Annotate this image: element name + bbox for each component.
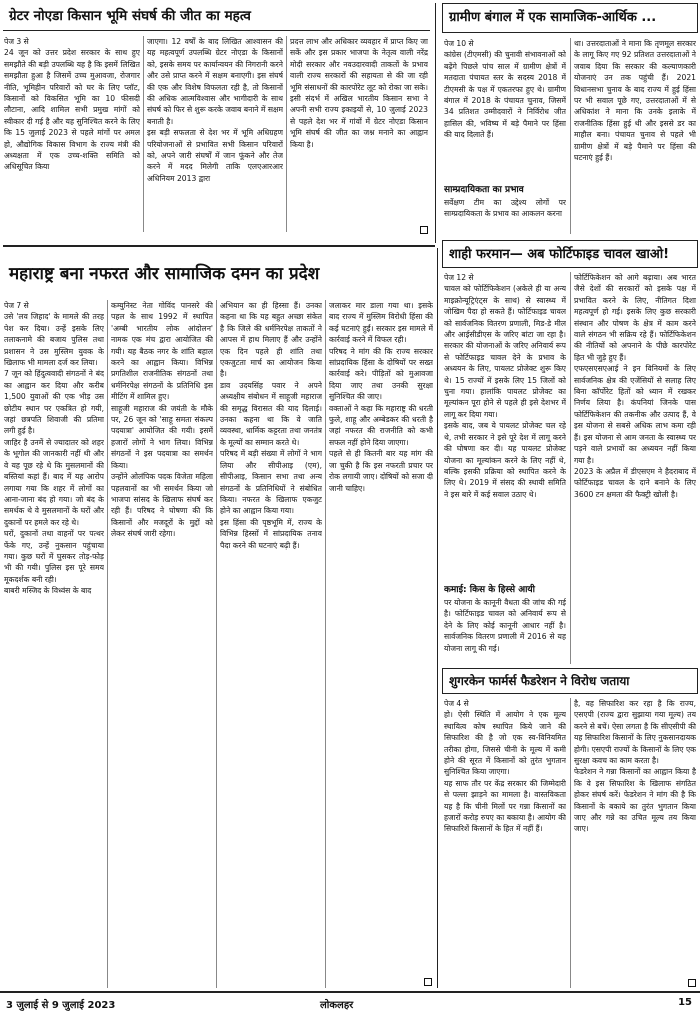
footer-date: 3 जुलाई से 9 जुलाई 2023 (6, 1000, 116, 1011)
headline-maharashtra (3, 258, 435, 292)
column-divider (325, 300, 326, 988)
maharashtra-col-3: अभियान का ही हिस्सा हैं। उनका कहना था कि यह बहुत अच्छा संकेत है कि जिले की धर्मनिरपेक्ष ताकतों ने आपस में हाथ मिलाए हैं और उन्होंने एक दिन पहले ही शांति तथा एकजुटता मार्च का आयोजन किया है। डाव उदयसिंह पवार ने अपने अध्यक्षीय संबोधन में साहूजी महाराज की समृद्ध विरासत की याद दिलाई। उनका कहना था कि वे जाति व्यवस्था, धार्मिक कट्टरता तथा जनतंत्र के मूल्यों का सम्मान करते थे। परिषद में बड़ी संख्या में लोगों ने भाग लिया और सीपीआइ (एम), सीपीआइ, किसान सभा तथा अन्य संगठनों के प्रतिनिधियों ने संबोधित किया। नफरत के खिलाफ एकजुट होने का आह्वान किया गया। इस हिंसा की पृष्ठभूमि में, राज्य के विभिन्न हिस्सों में सांप्रदायिक तनाव पैदा करने की घटनाएं बढ़ी हैं। (220, 301, 322, 550)
footer-page-number: 15 (678, 997, 692, 1008)
footer-publication: लोकलहर (320, 1000, 354, 1011)
maharashtra-col-1: पेज 7 से उसे 'लव जिहाद' के मामले की तरह पेश कर दिया। उन्हें इसके लिए तलाकनामे की बजाय पुलिस तथा प्रशासन ने उस मुस्लिम युवक के खिलाफ भी मामला दर्ज कर लिया। 7 जून को हिंदुत्ववादी संगठनों ने बंद का आह्वान कर दिया और करीब 1,500 युवाओं की एक भीड़ उस छोटीय स्थान पर एकत्रित हो गयी, जहां छत्रपति शिवाजी की प्रतिमा लगी हुई है। जाहिर है उनमें से ज्यादातर को शहर के भूगोल की जानकारी नहीं थी और वे यह पूछ रहे थे कि मुसलमानों की बस्तियां कहां हैं। बाद में यह आरोप लगाया गया कि शहर में लोगों का आना-जाना बंद हो गया। जो बंद के समर्थक थे वे मुसलमानों के घरों और दुकानों पर हमले कर रहे थे। घरों, दुकानों तथा वाहनों पर पत्थर फेंके गए, उन्हें नुकसान पहुंचाया गया। कुछ घरों में घुसकर तोड़-फोड़ भी की गयी। पुलिस इस पूरे समय मूकदर्शक बनी रही। बाबरी मस्जिद के विध्वंस के बाद (4, 301, 104, 596)
headline-fortified-text: शाही फरमान— अब फोर्टिफाइड चावल खाओ! (449, 247, 670, 262)
headline-sugarcane-text: शुगरकेन फार्मर्स फैडरेशन ने विरोध जताया (449, 674, 630, 688)
bengal-col-1 (444, 38, 566, 234)
noida-col-1: पेज 3 से 24 जून को उत्तर प्रदेश सरकार के साथ हुए समझौते की बड़ी उपलब्धि यह है कि इसमें लिखित समझौता हुआ है जिसमें उच्च मुआवजा, रोजगार नीति, भूमिहीन परिवारों को घर के लिए प्लॉट, किसानों को विकसित भूमि का 10 फीसदी लौटाना, आदि शामिल सभी प्रमुख मांगों को स्वीकार दी गई है और यह सुनिश्चित करने के लिए कि 15 जुलाई 2023 से पहले मांगों पर अमल हो, औद्योगिक विकास विभाग के राज्य मंत्री की अध्यक्षता में एक उच्च-शक्ति समिति को अधिसूचित किया (4, 37, 140, 172)
page-divider (437, 248, 438, 988)
column-divider (107, 300, 108, 988)
fortified-subheading-text: पर योजना के कानूनी वैधता की जांच की गई है। फोर्टिफाइड चावल को अनिवार्य रूप से देने के लिए कोई कानूनी आधार नहीं है। सार्वजनिक वितरण प्रणाली में 2016 से यह योजना लागू की गई। (444, 598, 566, 653)
fortified-col-1-text: पेज 12 से चावल को फोर्टिफिकेशन (अकेले ही या अन्य माइक्रोन्यूट्रिएंट्स के साथ) से स्वास्थ्य में जोखिम पैदा हो सकते हैं। फोर्टिफाइड चावल को सार्वजनिक वितरण प्रणाली, मिड-डे मील और आईसीडीएस के जरिए बांटा जा रहा है। सरकार की योजनाओं के जरिए अनिवार्य रूप से फोर्टिफाइड चावल देने के प्रभाव के अध्ययन के लिए, पायलट प्रोजेक्ट शुरू किए थे। 15 राज्यों में इसके लिए 15 जिलों को चुना गया। हालांकि पायलट प्रोजेक्ट का मूल्यांकन पूरा होने से पहले ही इसे देशभर में लागू कर दिया गया। इसके बाद, जब ये पायलट प्रोजेक्ट चल रहे थे, तभी सरकार ने इसे पूरे देश में लागू करने की घोषणा कर दी। यह पायलट प्रोजेक्ट योजना का मूल्यांकन करने के लिए नहीं थे, बल्कि इसकी प्रक्रिया को स्थापित करने के लिए थे। 2019 में संसद की स्थायी समिति ने इस बारे में कई सवाल उठाए थे। (444, 273, 566, 499)
headline-sugarcane (442, 668, 698, 694)
column-divider (286, 36, 287, 232)
column-divider (570, 272, 571, 664)
sugarcane-col-1: पेज 4 से हो। ऐसी स्थिति में आयोग ने एक मूल्य स्थायित्व कोष स्थापित किये जाने की सिफारिश की है जो एक स्व-विनियमित तरीका होगा, जिससे चीनी के मूल्य में कमी होने की सूरत में किसानों को तुरंत भुगतान सुनिश्चित किया जाएगा। यह साफ तौर पर केंद्र सरकार की जिम्मेदारी से पल्ला झाड़ने का मामला है। वास्तविकता यह है कि चीनी मिलों पर गन्ना किसानों का हजारों करोड़ रुपए का बकाया है। आयोग की सिफारिशें किसानों के हित में नहीं हैं। (444, 699, 566, 834)
article-end-mark (688, 979, 696, 987)
section-rule (3, 245, 435, 247)
column-divider (216, 300, 217, 988)
column-divider (570, 698, 571, 988)
headline-bengal (442, 3, 698, 33)
headline-bengal-text: ग्रामीण बंगाल में एक सामाजिक-आर्थिक ... (449, 10, 657, 25)
noida-col-2: जाएगा। 12 वर्षों के बाद लिखित आश्वासन की यह महत्वपूर्ण उपलब्धि ग्रेटर नोएडा के किसानों को, इसके समय पर कार्यान्वयन की निगरानी करने और उसे प्राप्त करने में सक्षम बनाएगी। इस संघर्ष की एक और विशेष विफलता रही है, तो किसानों की अधिक आत्मविश्वास और भागीदारी के साथ संघर्ष को फिर से शुरू करके जवाब बनाने में सक्षम बनाती है। इस बड़ी सफलता से देश भर में भूमि अधिग्रहण परियोजनाओं से प्रभावित सभी किसान परिवारों को, अपने जारी संघर्षों में जान फूंकने और तेज करने में मदद मिलेगी ताकि एलएआरआर अधिनियम 2013 द्वारा (147, 37, 283, 183)
bengal-col-2: था। उत्तरदाताओं ने माना कि तृणमूल सरकार के लागू किए गए 92 प्रतिशत उत्तरदाताओं ने जवाब दिया कि सरकार की कल्याणकारी योजनाएं उन तक पहुंची हैं। 2021 विधानसभा चुनाव के बाद राज्य में हुई हिंसा पर भी सवाल पूछे गए, उत्तरदाताओं में से अधिकांश ने माना कि उनके इलाके में राजनीतिक हिंसा हुई थी और इससे डर का माहौल बना। पंचायत चुनाव से पहले भी ग्रामीण क्षेत्रों में बड़े पैमाने पर हिंसा की घटनाएं हुई हैं। (574, 39, 696, 163)
maharashtra-col-2: कम्युनिस्ट नेता गोविंद पानसरे की पहल के साथ 1992 में स्थापित 'अम्बी भारतीय लोक आंदोलन' नामक एक मंच द्वारा आयोजित की गयी। यह बैठक नगर के शांति बहाल करने का आह्वान किया। विभिन्न प्रगतिशील राजनीतिक संगठनों तथा धर्मनिरपेक्ष संगठनों के प्रतिनिधि इस मीटिंग में शामिल हुए। साहूजी महाराज की जयंती के मौके पर, 26 जून को 'साहू समता संकल्प पदयात्रा' आयोजित की गयी। इसमें हजारों लोगों ने भाग लिया। विभिन्न संगठनों ने इस पदयात्रा का समर्थन किया। उन्होंने ओलंपिक पदक विजेता महिला पहलवानों का भी समर्थन किया जो भाजपा सांसद के खिलाफ संघर्ष कर रही हैं। परिषद ने घोषणा की कि किसानों और मजदूरों के मुद्दों को लेकर संघर्ष जारी रहेगा। (111, 301, 213, 539)
headline-maharashtra-text: महाराष्ट्र बना नफरत और सामाजिक दमन का प्रदेश (9, 264, 320, 284)
fortified-subheading: कमाई: किस के हिस्से आयी (444, 585, 535, 595)
column-divider (143, 36, 144, 232)
fortified-col-1 (444, 272, 566, 664)
bengal-subheading: साम्प्रदायिकता का प्रभाव (444, 185, 524, 195)
fortified-col-2: फोर्टिफिकेशन को आगे बढ़ाया। अब भारत जैसे देशों की सरकारों को इसके पक्ष में प्रभावित करने के लिए, नीतिगत दिशा महत्वपूर्ण हो गई। इसके लिए कुछ सरकारी संस्थान और पोषण के क्षेत्र में काम करने वाले संगठन भी सक्रिय रहे हैं। फोर्टिफिकेशन की नीतियों को अपनाने के पीछे कारपोरेट हित भी जुड़े हुए हैं। एफएसएसएआई ने इन विनियमों के लिए सार्वजनिक क्षेत्र की एजेंसियों से सलाह लिए बिना कॉर्पोरेट हितों को ध्यान में रखकर निर्णय लिया है। कंपनियां जिनके पास फोर्टिफिकेशन की तकनीक और उत्पाद हैं, वे इस योजना से सबसे अधिक लाभ कमा रही हैं। इस योजना से आम जनता के स्वास्थ्य पर पड़ने वाले प्रभावों का अध्ययन नहीं किया गया है। 2023 के अप्रैल में डीएसएम ने हैदराबाद में फोर्टिफाइड चावल के दाने बनाने के लिए 3600 टन क्षमता की फैक्ट्री खोली है। (574, 273, 696, 499)
maharashtra-col-4: जलाकर मार डाला गया था। इसके बाद राज्य में मुस्लिम विरोधी हिंसा की कई घटनाएं हुईं। सरकार इस मामले में कार्रवाई करने में विफल रही। परिषद ने मांग की कि राज्य सरकार सांप्रदायिक हिंसा के दोषियों पर सख्त कार्रवाई करे। पीड़ितों को मुआवजा दिया जाए तथा उनकी सुरक्षा सुनिश्चित की जाए। वक्ताओं ने कहा कि महाराष्ट्र की धरती फुले, शाहू और अम्बेडकर की धरती है जहां नफरत की राजनीति को कभी सफल नहीं होने दिया जाएगा। पहले से ही कितनी बार यह मांग की जा चुकी है कि इस नफरती प्रचार पर रोक लगायी जाए। दोषियों को सजा दी जानी चाहिए। (329, 301, 433, 493)
column-divider (570, 38, 571, 234)
article-end-mark (420, 226, 428, 234)
page-footer (0, 991, 700, 1013)
bengal-col-1-text: पेज 10 से कांग्रेस (टीएमसी) की चुनावी संभावनाओं को बढ़ेंगे पिछले पांच साल में ग्रामीण क्षेत्रों में मतदाता पंचायत स्तर के सदस्य 2018 में टीएमसी के पक्ष में एकतरफा हुए थे। ग्रामीण बंगाल में 2018 के पंचायत चुनाव, जिसमें 34 प्रतिशत उम्मीदवारों ने निर्विरोध जीत हासिल की, भविष्य में बड़े पैमाने पर हिंसा की याद दिलाते हैं। (444, 39, 566, 140)
headline-noida (3, 3, 430, 31)
sugarcane-col-2: है, वह सिफारिश कर रहा है कि राज्य, एसएपी (राज्य द्वारा सुझाया गया मूल्य) तय करने से बचें। ऐसा लगता है कि सीएसीपी की यह सिफारिश किसानों के लिए नुकसानदायक होगी। एसएपी राज्यों के किसानों के लिए एक सुरक्षा कवच का काम करता है। फेडरेशन ने गन्ना किसानों का आह्वान किया है कि वे इस सिफारिश के खिलाफ संगठित होकर संघर्ष करें। फेडरेशन ने मांग की है कि किसानों के बकाये का तुरंत भुगतान किया जाए और गन्ने का उचित मूल्य तय किया जाए। (574, 699, 696, 834)
headline-fortified (442, 240, 698, 268)
article-end-mark (424, 978, 432, 986)
bengal-subheading-text: सर्वेक्षण टीम का उद्देश्य लोगों पर साम्प्रदायिकता के प्रभाव का आकलन करना (444, 198, 566, 219)
page-divider (435, 3, 436, 243)
noida-col-3: प्रदत्त लाभ और अधिकार व्यवहार में प्राप्त किए जा सकें और इस प्रकार भाजपा के नेतृत्व वाली नरेंद्र मोदी सरकार और नवउदारवादी ताकतों के प्रभाव वाली राज्य सरकारों की सहायता से की जा रही भूमि संसाधनों की कारपोरेट लूट को रोका जा सके। इसी संदर्भ में अखिल भारतीय किसान सभा ने अपनी सभी राज्य इकाइयों से, 10 जुलाई 2023 से पहले देश भर में गांवों में ग्रेटर नोएडा किसान भूमि संघर्ष की जीत का जश्न मनाने का आह्वान किया है। (290, 37, 428, 149)
headline-noida-text: ग्रेटर नोएडा किसान भूमि संघर्ष की जीत का महत्व (9, 8, 251, 24)
